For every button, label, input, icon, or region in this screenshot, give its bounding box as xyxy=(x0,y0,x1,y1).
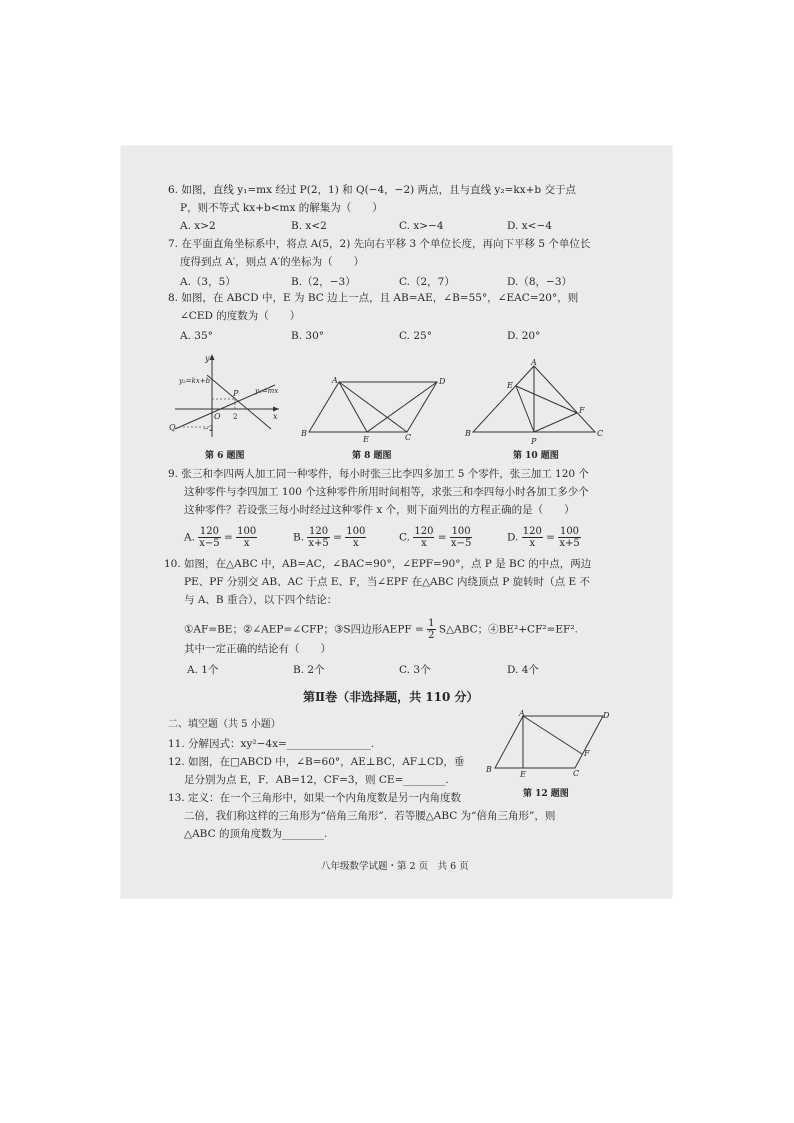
q9-line3: 这种零件？若设张三每小时经过这种零件 x 个，则下面列出的方程正确的是（ ） xyxy=(184,504,575,516)
fig6-label-o: O xyxy=(214,412,221,421)
fill-in-heading: 二、填空题（共 5 小题） xyxy=(168,719,281,730)
q7-option-a: A.（3，5） xyxy=(180,276,236,288)
fig12-label-a: A xyxy=(519,709,525,718)
fig6-label-y1: y₁=mx xyxy=(255,387,279,395)
figure-6-caption: 第 6 题图 xyxy=(205,451,245,461)
q10-option-c: C. 3个 xyxy=(399,664,431,676)
q9-a-left-num: 120 xyxy=(199,526,219,537)
q10-conclusions-part2: S△ABC；④BE²+CF²=EF². xyxy=(438,623,578,636)
fig6-label-q: Q xyxy=(169,423,176,432)
q9-b-left-den: x+5 xyxy=(308,538,329,549)
q10-option-b: B. 2个 xyxy=(293,664,325,676)
q9-d-right-den: x+5 xyxy=(559,538,580,549)
q10-line5: 其中一定正确的结论有（ ） xyxy=(184,643,331,655)
q9-d-left-fraction xyxy=(522,526,543,549)
fig8-label-b: B xyxy=(301,429,307,438)
q9-b-right-den: x xyxy=(353,538,359,549)
q6-line1: 6. 如图，直线 y₁=mx 经过 P(2，1) 和 Q(−4，−2) 两点，且与直线 y₂=kx+b 交于点 xyxy=(168,184,576,196)
q13-line3: △ABC 的顶角度数为________. xyxy=(184,828,328,840)
q10-option-a: A. 1个 xyxy=(187,664,219,676)
segment-fp xyxy=(534,413,577,432)
segment-af-12 xyxy=(523,716,582,754)
q9-b-left-num: 120 xyxy=(309,526,329,537)
q9-option-c: C. $\frac{120}{x}$ = $\frac{100}{x-5}$ xyxy=(399,526,472,549)
figure-10-caption: 第 10 题图 xyxy=(513,451,559,461)
q9-d-label: D. xyxy=(507,531,519,544)
q9-line1: 9. 张三和李四两人加工同一种零件，每小时张三比李四多加工 5 个零件，张三加工 120 个 xyxy=(168,468,589,480)
q10-line2: PE、PF 分别交 AB、AC 于点 E、F，当∠EPF 在△ABC 内绕顶点 P 旋转时（点 E 不 xyxy=(184,576,590,588)
q13-line1: 13. 定义：在一个三角形中，如果一个内角度数是另一内角度数 xyxy=(168,792,462,804)
q9-option-b: B. $\frac{120}{x+5}$ = $\frac{100}{x}$ xyxy=(293,526,366,549)
q9-a-left-den: x−5 xyxy=(199,538,220,549)
q8-option-c: C. 25° xyxy=(399,330,432,342)
fig12-label-d: D xyxy=(603,711,610,720)
q6-option-d: D. x<−4 xyxy=(507,220,552,232)
fig6-label-y2: y₂=kx+b xyxy=(179,377,211,385)
fig12-label-c: C xyxy=(573,769,580,778)
fig6-label-neg2: −2 xyxy=(203,425,214,433)
fig12-label-f: F xyxy=(584,749,590,758)
q8-option-a: A. 35° xyxy=(180,330,213,342)
segment-ed xyxy=(367,382,437,432)
q9-c-right-fraction xyxy=(450,526,472,549)
q9-a-right-den: x xyxy=(243,538,250,549)
q11-text: 11. 分解因式：xy²−4x=________________. xyxy=(168,738,375,750)
fig10-label-p: P xyxy=(531,437,537,446)
q9-b-right-fraction xyxy=(345,526,366,549)
q9-c-left-den: x xyxy=(421,538,427,549)
x-axis-arrow xyxy=(273,407,279,412)
q9-b-label: B. xyxy=(293,531,305,544)
fig8-label-a: A xyxy=(332,376,338,385)
q9-b-left-fraction xyxy=(307,526,329,549)
q13-line2: 二倍，我们称这样的三角形为“倍角三角形”．若等腰△ABC 为“倍角三角形”，则 xyxy=(184,810,556,822)
q9-option-d: D. $\frac{120}{x}$ = $\frac{100}{x+5}$ xyxy=(507,526,580,549)
figure-10-triangle xyxy=(461,358,611,448)
parallelogram-abcd-12 xyxy=(495,716,603,768)
q9-a-right-fraction xyxy=(236,526,257,549)
fig10-label-f: F xyxy=(579,406,585,415)
page-footer: 八年级数学试题・第 2 页 共 6 页 xyxy=(321,861,469,872)
fig10-label-c: C xyxy=(597,429,604,438)
q10-line3: 与 A、B 重合），以下四个结论： xyxy=(184,594,338,606)
q9-a-left-fraction xyxy=(198,526,220,549)
q9-line2: 这种零件与李四加工 100 个这种零件所用时间相等，求张三和李四每小时各加工多少个 xyxy=(184,486,589,498)
fig8-label-c: C xyxy=(405,433,412,442)
segment-ae xyxy=(339,382,367,432)
q10-half-fraction xyxy=(427,618,435,641)
q6-line2: P，则不等式 kx+b<mx 的解集为（ ） xyxy=(180,202,383,214)
q7-option-d: D.（8，−3） xyxy=(507,276,573,288)
q9-c-right-num: 100 xyxy=(451,526,471,537)
q7-option-c: C.（2，7） xyxy=(399,276,455,288)
q7-line1: 7. 在平面直角坐标系中，将点 A(5，2) 先向右平移 3 个单位长度，再向下平移 5 个单位长 xyxy=(168,238,591,250)
section-2-title: 第Ⅱ卷（非选择题，共 110 分） xyxy=(303,690,479,704)
q7-line2: 度得到点 A′，则点 A′的坐标为（ ） xyxy=(180,256,365,268)
exam-page xyxy=(121,146,672,898)
q9-option-a: A. $\frac{120}{x-5}$ = $\frac{100}{x}$ xyxy=(184,526,257,549)
q9-d-right-fraction xyxy=(558,526,580,549)
q10-conclusions-part1: ①AF=BE；②∠AEP=∠CFP；③S四边形AEPF = xyxy=(184,623,428,636)
figure-8-parallelogram xyxy=(299,374,449,446)
fig6-label-y: y xyxy=(205,354,210,363)
q12-line2: 足分别为点 E，F．AB=12，CF=3，则 CE=________. xyxy=(184,774,449,786)
y-axis-arrow xyxy=(210,354,215,360)
q9-c-right-den: x−5 xyxy=(450,538,472,549)
fig8-label-e: E xyxy=(363,435,369,444)
segment-ac xyxy=(339,382,407,432)
fig12-label-b: B xyxy=(486,765,492,774)
q6-option-b: B. x<2 xyxy=(291,220,327,232)
fig6-label-two: 2 xyxy=(233,413,238,421)
q9-c-left-fraction xyxy=(413,526,434,549)
q8-option-b: B. 30° xyxy=(291,330,325,342)
figure-6-graph xyxy=(167,351,287,441)
q8-option-d: D. 20° xyxy=(507,330,541,342)
figure-8-caption: 第 8 题图 xyxy=(352,451,392,461)
q10-conclusions xyxy=(184,618,578,641)
q9-a-right-num: 100 xyxy=(237,526,257,537)
figure-12-caption: 第 12 题图 xyxy=(523,789,569,799)
fig10-label-e: E xyxy=(507,381,513,390)
q9-d-right-num: 100 xyxy=(559,526,580,537)
q8-line2: ∠CED 的度数为（ ） xyxy=(180,310,301,322)
q6-option-a: A. x>2 xyxy=(180,220,216,232)
q9-d-left-den: x xyxy=(529,538,536,549)
q8-line1: 8. 如图，在 ABCD 中，E 为 BC 边上一点，且 AB=AE，∠B=55°，∠EAC=20°，则 xyxy=(168,292,579,304)
fig8-label-d: D xyxy=(439,377,446,386)
fig10-label-b: B xyxy=(465,429,471,438)
fig6-label-p: P xyxy=(233,389,239,398)
q10-line1: 10. 如图，在△ABC 中，AB=AC，∠BAC=90°，∠EPF=90°，点 P 是 BC 的中点，两边 xyxy=(164,558,592,570)
figure-12-parallelogram xyxy=(483,708,613,778)
q6-option-c: C. x>−4 xyxy=(399,220,444,232)
q12-line1: 12. 如图，在□ABCD 中，∠B=60°，AE⊥BC，AF⊥CD，垂 xyxy=(168,756,465,768)
q9-a-label: A. xyxy=(184,531,195,544)
q10-half-num: 1 xyxy=(428,618,435,629)
q9-b-right-num: 100 xyxy=(346,526,366,537)
fig12-label-e: E xyxy=(520,770,526,778)
fig6-label-x: x xyxy=(273,412,278,421)
q10-option-d: D. 4个 xyxy=(507,664,539,676)
q9-c-left-num: 120 xyxy=(414,526,434,537)
q9-d-left-num: 120 xyxy=(522,526,542,537)
fig10-label-a: A xyxy=(531,358,537,367)
q10-half-den: 2 xyxy=(428,630,435,641)
q9-c-label: C. xyxy=(399,531,410,544)
q7-option-b: B.（2，−3） xyxy=(291,276,356,288)
